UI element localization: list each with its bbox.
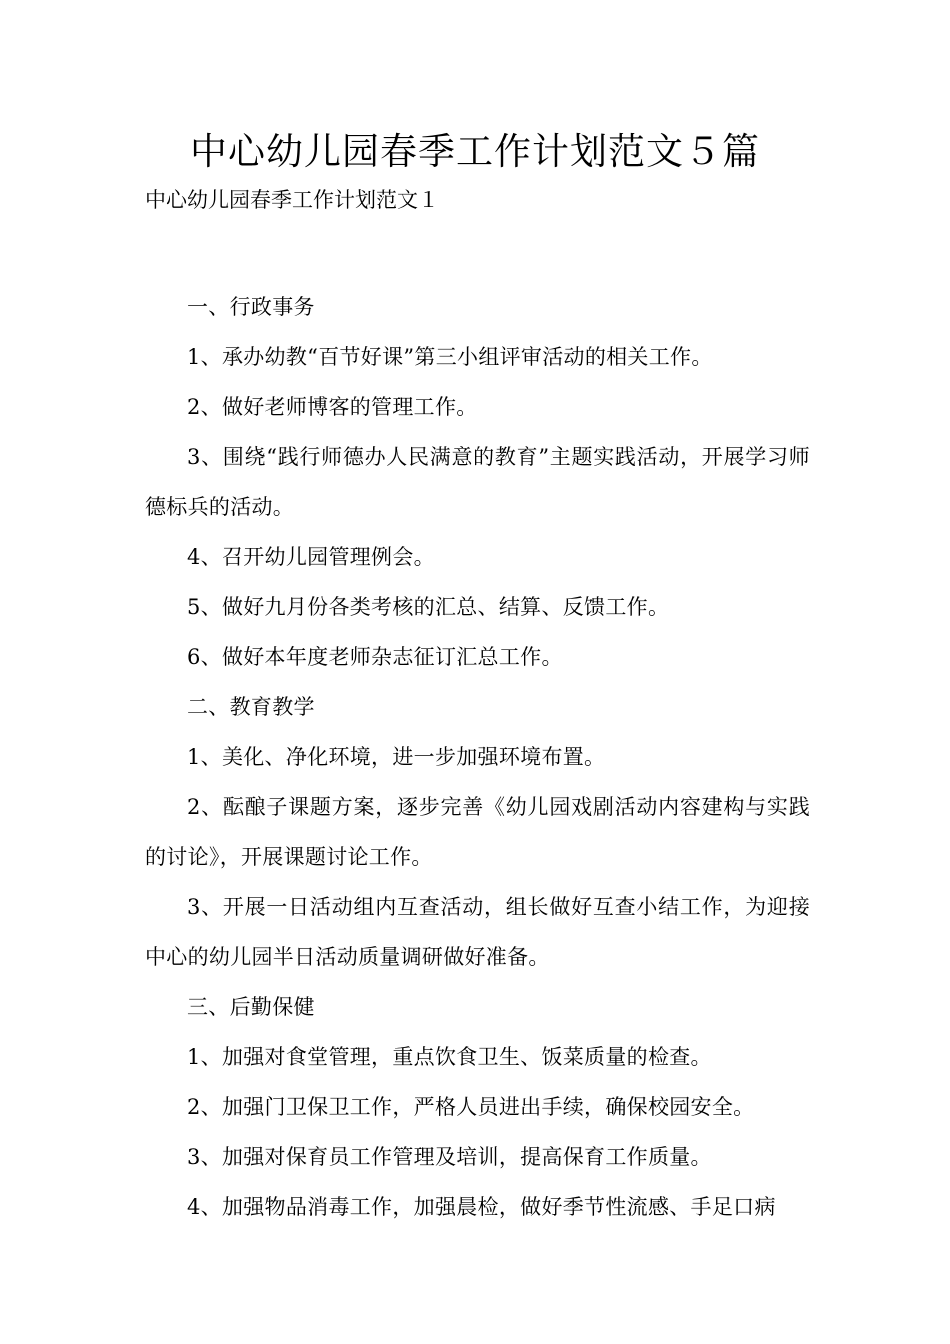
paragraph: 4、召开幼儿园管理例会。 [187,545,435,569]
paragraph: 2、酝酿子课题方案，逐步完善《幼儿园戏剧活动内容建构与实践的讨论》，开展课题讨论工作。 [145,795,810,869]
paragraph: 1、加强对食堂管理，重点饮食卫生、饭菜质量的检查。 [187,1045,712,1069]
paragraph: 3、加强对保育员工作管理及培训，提高保育工作质量。 [187,1145,712,1169]
paragraph: 3、围绕“践行师德办人民满意的教育”主题实践活动，开展学习师德标兵的活动。 [145,445,810,519]
paragraph: 2、做好老师博客的管理工作。 [187,395,478,419]
document-subtitle: 中心幼儿园春季工作计划范文１ [145,188,439,212]
paragraph: 1、美化、净化环境，进一步加强环境布置。 [187,745,606,769]
paragraph: 4、加强物品消毒工作，加强晨检，做好季节性流感、手足口病 [187,1195,776,1219]
document-body [145,282,810,1232]
section-heading-logistics: 三、后勤保健 [187,995,315,1019]
paragraph: 3、开展一日活动组内互查活动，组长做好互查小结工作，为迎接中心的幼儿园半日活动质量调研做好准备。 [145,895,810,969]
paragraph: 1、承办幼教“百节好课”第三小组评审活动的相关工作。 [187,345,713,369]
section-heading-admin: 一、行政事务 [187,295,315,319]
paragraph: 6、做好本年度老师杂志征订汇总工作。 [187,645,563,669]
paragraph: 2、加强门卫保卫工作，严格人员进出手续，确保校园安全。 [187,1095,755,1119]
section-heading-education: 二、教育教学 [187,695,315,719]
paragraph: 5、做好九月份各类考核的汇总、结算、反馈工作。 [187,595,670,619]
document-title: 中心幼儿园春季工作计划范文５篇 [190,130,760,173]
